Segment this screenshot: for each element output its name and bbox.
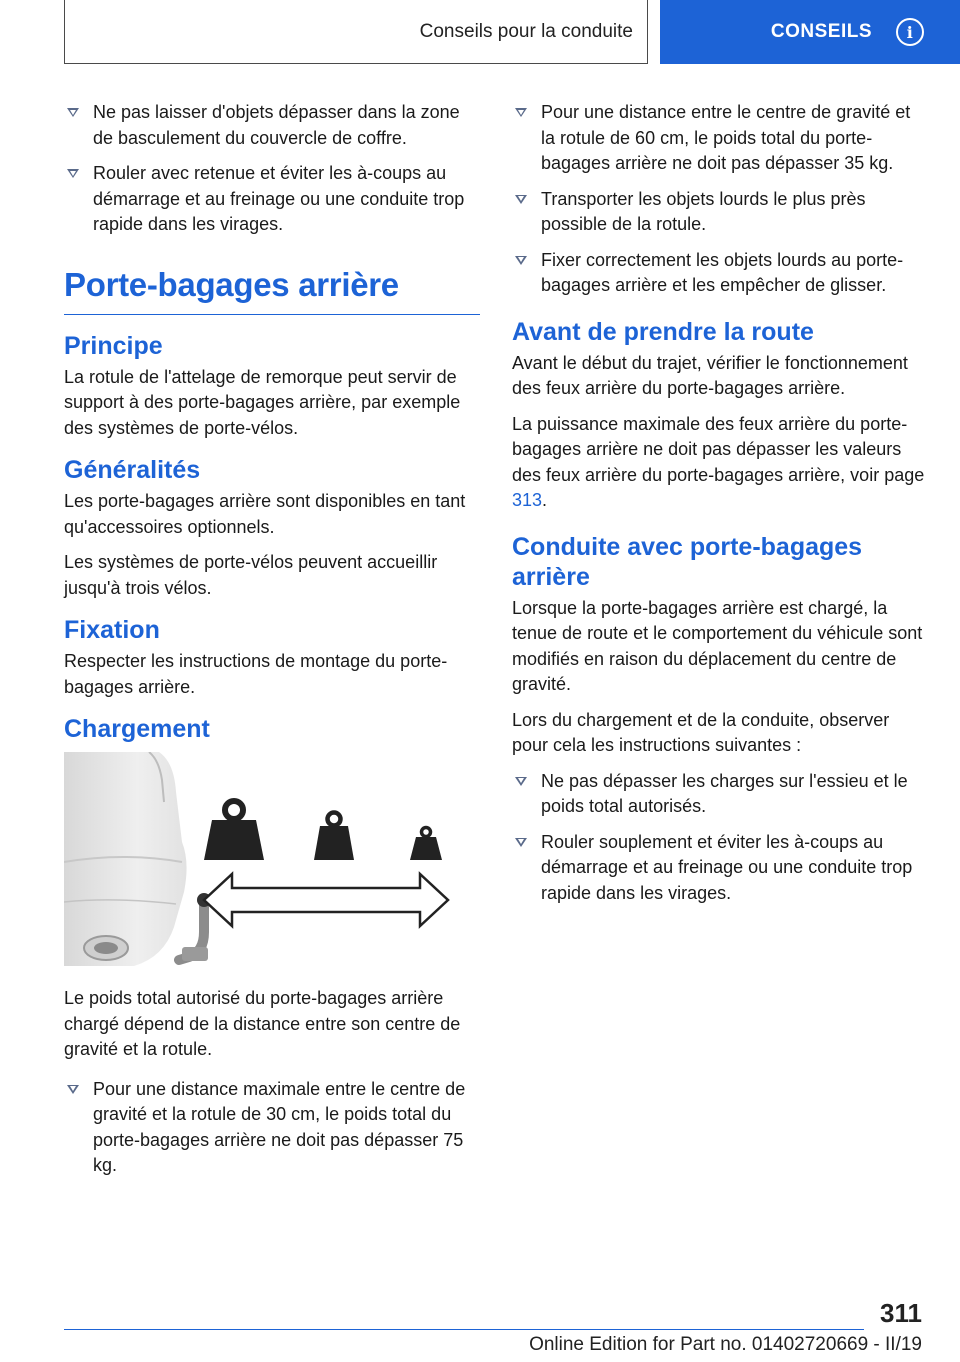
left-bullets-bottom [64, 1077, 480, 1179]
heading-chargement: Chargement [64, 715, 210, 743]
paragraph-fixation: Respecter les instructions de montage du porte-bagages arrière. [64, 651, 448, 697]
heading-principe: Principe [64, 331, 163, 360]
header-tab-label: CONSEILS [770, 21, 872, 42]
paragraph-generalites-2: Les systèmes de porte-vélos peuvent accueillir jusqu'à trois vélos. [64, 552, 438, 598]
list-item: Ne pas laisser d'objets dépasser dans la zone de basculement du couvercle de coffre. [64, 100, 480, 151]
list-item: Rouler souplement et éviter les à-coups au démarrage et au freinage ou une conduite trop rapide dans les virages. [512, 830, 928, 907]
list-item: Transporter les objets lourds le plus près possible de la rotule. [512, 187, 928, 238]
list-item: Pour une distance maximale entre le centre de gravité et la rotule de 30 cm, le poids total du porte-bagages arrière ne doit pas dépasser 75 kg. [64, 1077, 480, 1179]
paragraph-avant-1: Avant le début du trajet, vérifier le fonctionnement des feux arrière du porte-bagages arrière. [512, 352, 908, 398]
paragraph-principe: La rotule de l'attelage de remorque peut servir de support à des porte-bagages arrière, par exemple des systèmes de porte-vélos. [64, 366, 461, 438]
left-column [64, 100, 480, 1189]
triangle-bullet-icon [515, 256, 527, 265]
right-bullets-top [512, 100, 928, 299]
load-distance-illustration [64, 752, 480, 966]
list-item: Rouler avec retenue et éviter les à-coups au démarrage et au freinage ou une conduite trop rapide dans les virages. [64, 161, 480, 238]
info-icon[interactable]: i [896, 18, 924, 46]
paragraph-conduite-2: Lors du chargement et de la conduite, observer pour cela les instructions suivantes : [512, 709, 890, 755]
page-link[interactable]: 313 [512, 490, 543, 510]
footer-edition: Online Edition for Part no. 01402720669 - II/19 [529, 1334, 922, 1355]
heading-conduite: Conduite avec porte-bagages arrière [512, 532, 863, 591]
triangle-bullet-icon [515, 838, 527, 847]
triangle-bullet-icon [515, 108, 527, 117]
heading-fixation: Fixation [64, 616, 160, 644]
right-bullets-bottom [512, 769, 928, 907]
paragraph-chargement: Le poids total autorisé du porte-bagages arrière chargé dépend de la distance entre son centre de gravité et la rotule. [64, 988, 461, 1059]
header-tab[interactable] [660, 0, 960, 64]
triangle-bullet-icon [67, 169, 79, 178]
triangle-bullet-icon [515, 777, 527, 786]
triangle-bullet-icon [515, 195, 527, 204]
right-column [512, 100, 928, 916]
header-section-title: Conseils pour la conduite [419, 20, 633, 42]
heading-avant-route: Avant de prendre la route [512, 317, 814, 346]
triangle-bullet-icon [67, 1085, 79, 1094]
left-bullets-top [64, 100, 480, 238]
header-section [64, 0, 648, 64]
triangle-bullet-icon [67, 108, 79, 117]
paragraph-conduite-1: Lorsque la porte-bagages arrière est chargé, la tenue de route et le comportement du véhicule sont modifiés en raison du déplacement du centre de gravité. [512, 597, 923, 694]
page-title: Porte-bagages arrière [64, 266, 480, 315]
footer-divider [64, 1329, 864, 1330]
paragraph-generalites-1: Les porte-bagages arrière sont disponibles en tant qu'accessoires optionnels. [64, 491, 466, 537]
list-item: Pour une distance entre le centre de gravité et la rotule de 60 cm, le poids total du porte-bagages arrière ne doit pas dépasser 35 kg. [512, 100, 928, 177]
list-item: Fixer correctement les objets lourds au porte-bagages arrière et les empêcher de glisser. [512, 248, 928, 299]
heading-generalites: Généralités [64, 456, 201, 484]
paragraph-avant-2: La puissance maximale des feux arrière du porte-bagages arrière ne doit pas dépasser les valeurs des feux arrière du porte-bagages arrière, voir page 313. [512, 413, 925, 510]
list-item: Ne pas dépasser les charges sur l'essieu et le poids total autorisés. [512, 769, 928, 820]
page-number: 311 [880, 1298, 922, 1328]
